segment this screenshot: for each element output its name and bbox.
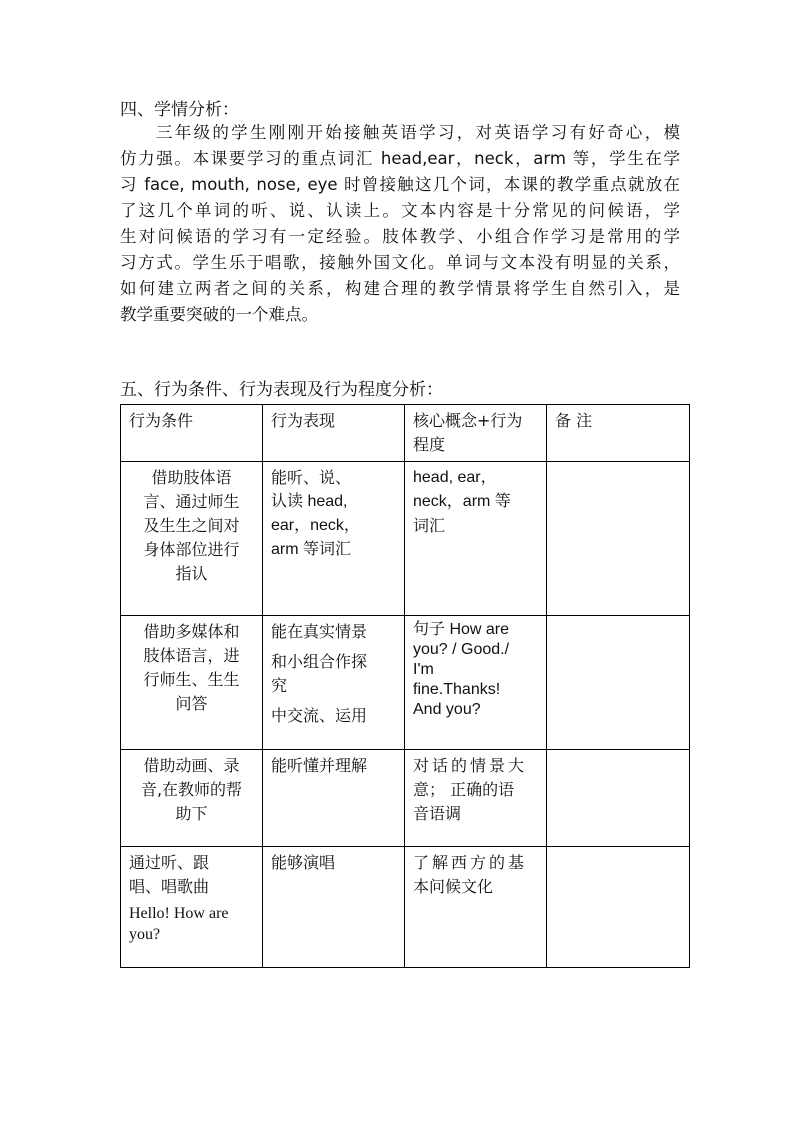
paragraph-line: 生对问候语的学习有一定经验。肢体教学、小组合作学习是常用的学: [120, 227, 680, 246]
cell-line: 及生生之间对: [143, 516, 240, 535]
cell-concept: [405, 847, 547, 968]
cell-line: 通过听、跟: [129, 853, 210, 872]
table-row: [121, 616, 690, 750]
cell-line: 言、通过师生: [143, 492, 240, 511]
section-4-heading: 四、学情分析：: [120, 100, 239, 120]
cell-line: 问答: [175, 694, 208, 713]
cell-line: 能在真实情景: [271, 622, 368, 641]
cell-line: 对话的情景大: [413, 756, 528, 775]
paragraph-line: 仿力强。本课要学习的重点词汇 head,ear，neck，arm 等，学生在学: [120, 149, 680, 168]
paragraph-line: 了这几个单词的听、说、认读上。文本内容是十分常见的问候语，学: [120, 201, 680, 220]
cell-condition: [121, 462, 263, 616]
table-header-row: [121, 405, 690, 462]
cell-line: 究: [271, 676, 288, 695]
cell-concept: [405, 750, 547, 847]
cell-note: [547, 462, 690, 616]
cell-line: 助下: [175, 804, 208, 823]
cell-line: I'm: [413, 661, 434, 678]
cell-line: 和小组合作探: [271, 652, 368, 671]
cell-line: 肢体语言，进: [143, 646, 240, 665]
table-row: [121, 462, 690, 616]
header-performance: 行为表现: [263, 405, 405, 462]
cell-line: 意； 正确的语: [413, 780, 515, 799]
header-concept: 核心概念+行为程度: [405, 405, 547, 462]
cell-condition: [121, 847, 263, 968]
cell-line: 能听、说、: [271, 468, 352, 487]
cell-line: 能听懂并理解: [271, 756, 368, 775]
section-4-paragraph: [120, 120, 680, 328]
cell-line: head, ear，: [413, 469, 497, 486]
behavior-analysis-table: [120, 404, 690, 968]
cell-line: 借助动画、录: [143, 756, 240, 775]
cell-line: 行师生、生生: [143, 670, 240, 689]
cell-line: ear，neck，: [271, 517, 360, 534]
cell-line: 句子 How are: [413, 621, 510, 638]
cell-line: 唱、唱歌曲: [129, 877, 210, 896]
paragraph-line: 习 face, mouth, nose, eye 时曾接触这几个词，本课的教学重点就放在: [120, 175, 680, 194]
paragraph-line: 三年级的学生刚刚开始接触英语学习，对英语学习有好奇心，模: [156, 123, 680, 142]
cell-line: neck，arm 等: [413, 493, 511, 510]
cell-line: you?: [129, 926, 161, 943]
cell-line: 认读 head,: [271, 493, 348, 510]
cell-note: [547, 847, 690, 968]
paragraph-line: 教学重要突破的一个难点。: [120, 305, 318, 324]
cell-line: 本问候文化: [413, 877, 494, 896]
table-row: [121, 750, 690, 847]
cell-line: arm 等词汇: [271, 541, 352, 558]
cell-condition: [121, 750, 263, 847]
cell-line: 借助多媒体和: [143, 622, 240, 641]
header-note: 备 注: [547, 405, 690, 462]
cell-line: And you?: [413, 701, 481, 718]
cell-line: you? / Good./: [413, 641, 510, 658]
header-condition: 行为条件: [121, 405, 263, 462]
cell-line: 音语调: [413, 804, 462, 823]
section-5-heading: 五、行为条件、行为表现及行为程度分析：: [120, 380, 443, 400]
cell-condition: [121, 616, 263, 750]
cell-line: fine.Thanks!: [413, 681, 501, 698]
paragraph-line: 如何建立两者之间的关系，构建合理的教学情景将学生自然引入，是: [120, 279, 680, 298]
cell-line: Hello! How are: [129, 905, 229, 922]
cell-line: 中交流、运用: [271, 706, 368, 725]
cell-note: [547, 750, 690, 847]
cell-concept: [405, 616, 547, 750]
paragraph-line: 习方式。学生乐于唱歌，接触外国文化。单词与文本没有明显的关系，: [120, 253, 680, 272]
cell-line: 了解西方的基: [413, 853, 528, 872]
table-row: [121, 847, 690, 968]
cell-line: 词汇: [413, 516, 446, 535]
cell-performance: [263, 847, 405, 968]
cell-line: 音,在教师的帮: [140, 780, 243, 799]
cell-performance: [263, 616, 405, 750]
cell-line: 指认: [175, 564, 208, 583]
cell-note: [547, 616, 690, 750]
cell-line: 借助肢体语: [151, 468, 232, 487]
cell-performance: [263, 750, 405, 847]
cell-line: 能够演唱: [271, 853, 336, 872]
cell-concept: [405, 462, 547, 616]
cell-performance: [263, 462, 405, 616]
cell-line: 身体部位进行: [143, 540, 240, 559]
